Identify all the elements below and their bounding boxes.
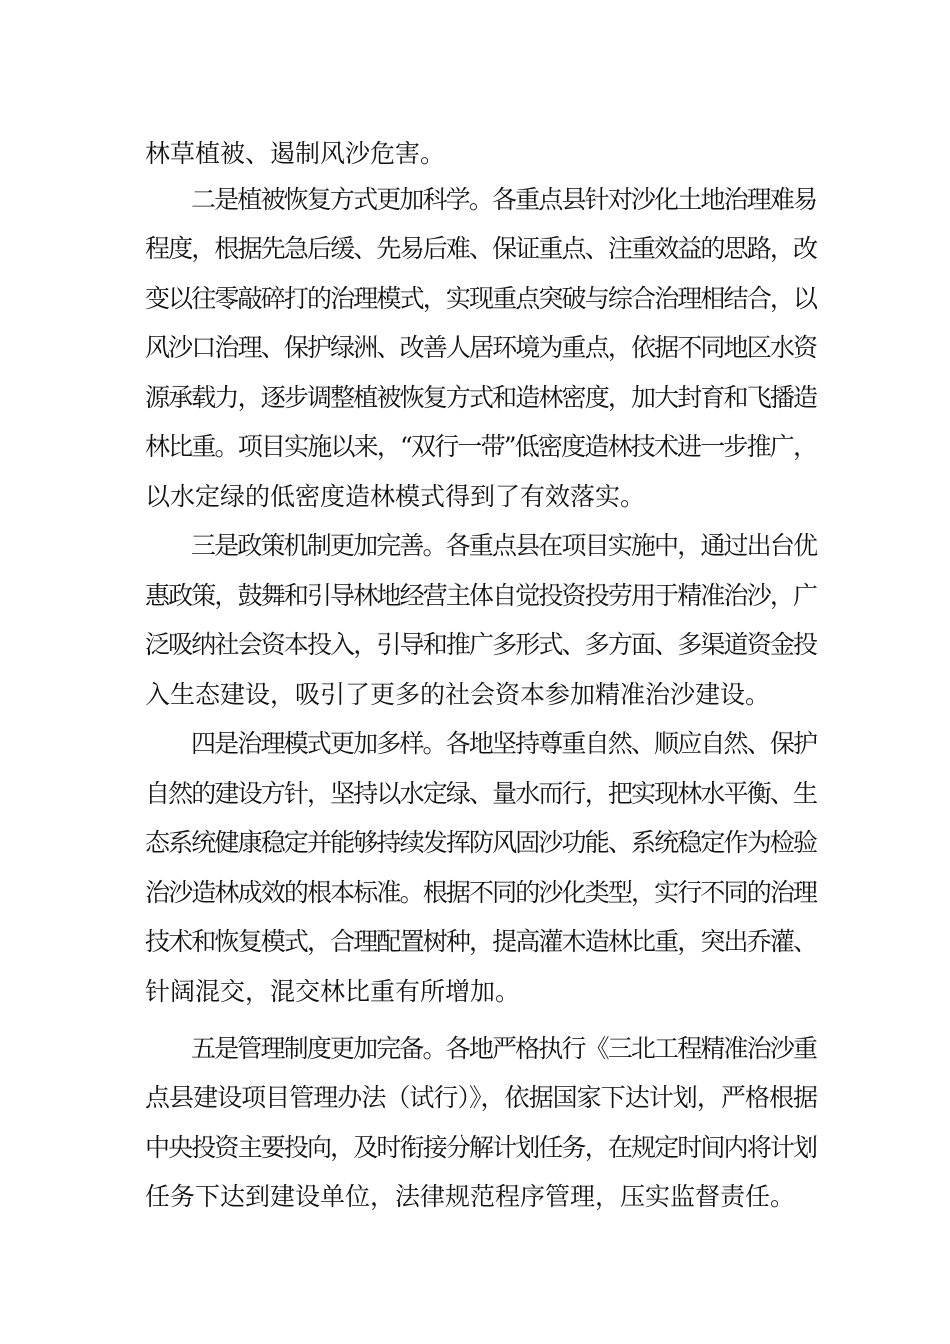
paragraph-first-line: [0, 526, 950, 566]
line-text: 点县建设项目管理办法（试行）》，依据国家下达计划，严格根据: [145, 1083, 818, 1112]
text-line: [0, 873, 950, 913]
text-line: [0, 823, 950, 863]
text-line: [0, 972, 950, 1012]
text-line: [0, 625, 950, 665]
text-line: [0, 279, 950, 319]
paragraph-first-line: [0, 1029, 950, 1069]
text-line: [0, 134, 950, 174]
text-line: [0, 427, 950, 467]
text-line: [0, 922, 950, 962]
line-text: 林草植被、遏制风沙危害。: [145, 139, 446, 168]
paragraph-first-line: [0, 724, 950, 764]
line-text: 林比重。项目实施以来，“双行一带”低密度造林技术进一步推广，: [145, 432, 817, 461]
line-text: 自然的建设方针，坚持以水定绿、量水而行，把实现林水平衡、生: [145, 779, 817, 808]
line-text: 以水定绿的低密度造林模式得到了有效落实。: [145, 482, 646, 511]
text-line: [0, 576, 950, 616]
text-line: [0, 378, 950, 418]
line-text: 泛吸纳社会资本投入，引导和推广多形式、多方面、多渠道资金投: [145, 630, 817, 659]
text-line: [0, 1078, 950, 1118]
line-text: 源承载力，逐步调整植被恢复方式和造林密度，加大封育和飞播造: [145, 383, 817, 412]
text-line: [0, 1177, 950, 1217]
line-text: 治沙造林成效的根本标准。根据不同的沙化类型，实行不同的治理: [145, 878, 817, 907]
line-text: 程度，根据先急后缓、先易后难、保证重点、注重效益的思路，改: [145, 234, 817, 263]
line-text: 变以往零敲碎打的治理模式，实现重点突破与综合治理相结合，以: [145, 284, 817, 313]
text-line: [0, 675, 950, 715]
line-text: 惠政策，鼓舞和引导林地经营主体自觉投资投劳用于精准治沙，广: [145, 581, 817, 610]
line-text: 针阔混交，混交林比重有所增加。: [145, 977, 521, 1006]
line-text: 技术和恢复模式，合理配置树种，提高灌木造林比重，突出乔灌、: [145, 927, 817, 956]
line-text: 风沙口治理、保护绿洲、改善人居环境为重点，依据不同地区水资: [145, 333, 817, 362]
line-text: 二是植被恢复方式更加科学。各重点县针对沙化土地治理难易: [191, 185, 817, 214]
text-line: [0, 328, 950, 368]
line-text: 中央投资主要投向，及时衔接分解计划任务，在规定时间内将计划: [145, 1133, 817, 1162]
text-line: [0, 477, 950, 517]
line-text: 态系统健康稳定并能够持续发挥防风固沙功能、系统稳定作为检验: [145, 828, 817, 857]
line-text: 任务下达到建设单位，法律规范程序管理，压实监督责任。: [145, 1182, 796, 1211]
text-line: [0, 1128, 950, 1168]
line-text: 入生态建设，吸引了更多的社会资本参加精准治沙建设。: [145, 680, 771, 709]
text-line: [0, 774, 950, 814]
line-text: 三是政策机制更加完善。各重点县在项目实施中，通过出台优: [191, 531, 817, 560]
text-line: [0, 229, 950, 269]
line-text: 五是管理制度更加完备。各地严格执行《三北工程精准治沙重: [191, 1034, 817, 1063]
paragraph-first-line: [0, 180, 950, 220]
line-text: 四是治理模式更加多样。各地坚持尊重自然、顺应自然、保护: [191, 729, 817, 758]
